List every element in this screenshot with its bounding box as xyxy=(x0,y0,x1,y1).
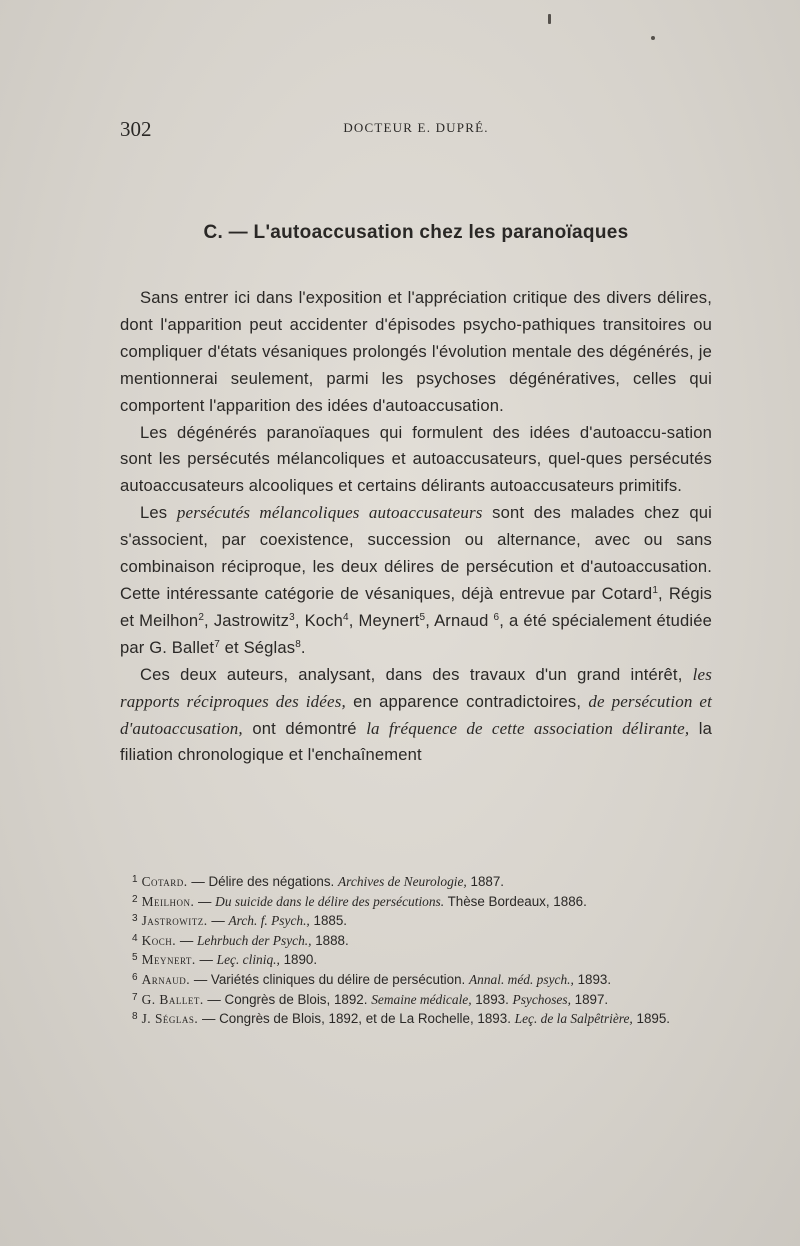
footnote-ref: 2 xyxy=(198,611,205,623)
page-number: 302 xyxy=(120,117,152,141)
section-title: C. — L'autoaccusation chez les paranoïaques xyxy=(203,222,629,243)
body-text xyxy=(120,285,712,769)
footnote-ref: 4 xyxy=(343,611,349,623)
ink-speck xyxy=(548,14,551,24)
page-header xyxy=(120,117,712,147)
paragraph-4: Ces deux auteurs, analysant, dans des travaux d'un grand intérêt, les rapports réciproques des idées, en apparence contradictoires, de persécution et d'autoaccusation, ont démontré la fréquence de cette association délirante, la filiation chronologique et l'enchaînement xyxy=(120,664,713,765)
italic-term: de persécution et d'autoaccusation, xyxy=(120,691,713,738)
footnotes xyxy=(120,872,712,1029)
footnote-ref: 7 xyxy=(214,638,220,650)
italic-term: la fréquence de cette association délirante, xyxy=(366,718,690,738)
footnote-2: $^2$ Meilhon. — Du suicide dans le délire des persécutions. Thèse Bordeaux, 1886. xyxy=(132,893,587,909)
running-head: DOCTEUR E. DUPRÉ. xyxy=(343,120,489,135)
footnote-6: $^6$ Arnaud. — Variétés cliniques du délire de persécution. Annal. méd. psych., 1893. xyxy=(132,971,612,987)
footnote-5: $^5$ Meynert. — Leç. cliniq., 1890. xyxy=(132,952,318,968)
footnote-ref: 6 xyxy=(493,611,500,623)
footnote-3: $^3$ Jastrowitz. — Arch. f. Psych., 1885. xyxy=(132,913,348,929)
paragraph-1: Sans entrer ici dans l'exposition et l'appréciation critique des divers délires, dont l'apparition peut accidenter d'épisodes psycho-pathiques transitoires ou compliquer d'états vésaniques prolongés l'évolution mentale des dégénérés, je mentionnerai seulement, parmi les psychoses dégénératives, celles qui comportent l'apparition des idées d'autoaccusation. xyxy=(120,288,712,415)
footnote-ref: 5 xyxy=(419,611,426,623)
paragraph-2: Les dégénérés paranoïaques qui formulent des idées d'autoaccu-sation sont les persécutés mélancoliques et autoaccusateurs, quel-ques persécutés autoaccusateurs alcooliques et certains délirants autoaccusateurs primitifs. xyxy=(120,422,712,496)
footnote-8: $^8$ J. Séglas. — Congrès de Blois, 1892, et de La Rochelle, 1893. Leç. de la Salpêtrière, 1895. xyxy=(132,1011,671,1027)
italic-term: les rapports réciproques des idées, xyxy=(120,664,712,711)
italic-term: persécutés mélancoliques autoaccusateurs xyxy=(176,503,483,523)
footnote-7: $^7$ G. Ballet. — Congrès de Blois, 1892. Semaine médicale, 1893. Psychoses, 1897. xyxy=(132,991,609,1007)
footnote-ref: 1 xyxy=(652,584,659,596)
footnote-ref: 3 xyxy=(289,611,295,623)
footnote-1: $^1$ Cotard. — Délire des négations. Archives de Neurologie, 1887. xyxy=(132,874,505,889)
paragraph-3: Les persécutés mélancoliques autoaccusateurs sont des malades chez qui s'associent, par coexistence, succession ou alternance, avec ou sans combinaison réciproque, les deux délires de persécution et d'autoaccusation. Cette intéressante catégorie de vésaniques, déjà entrevue par Cotard$^1$, Régis et Meilhon$^2$, Jastrowitz$^3$, Koch$^4$, Meynert$^5$, Arnaud $^6$, a été spécialement étudiée par G. Ballet$^7$ et Séglas$^8$. xyxy=(120,503,712,657)
ink-speck xyxy=(651,36,655,40)
footnote-4: $^4$ Koch. — Lehrbuch der Psych., 1888. xyxy=(132,932,349,948)
footnote-ref: 8 xyxy=(295,638,301,650)
